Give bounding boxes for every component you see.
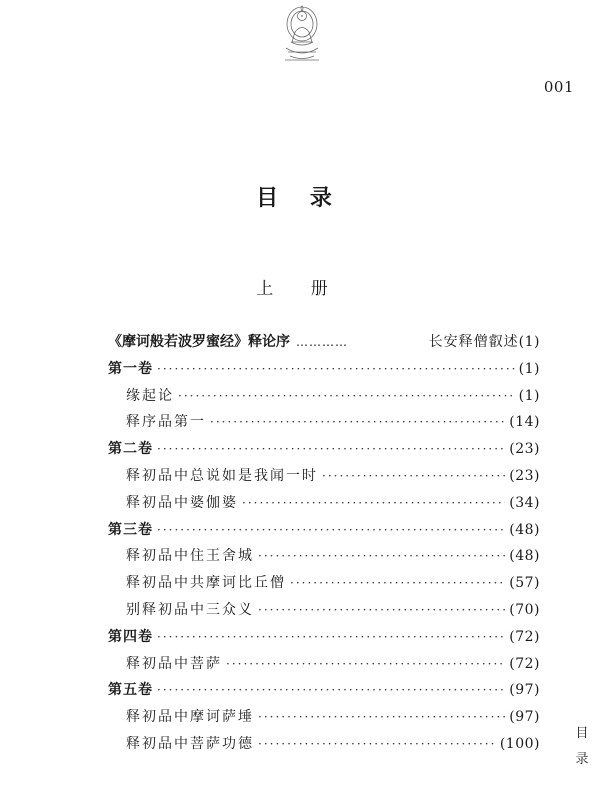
toc-section-row [108,545,540,572]
table-of-contents [108,331,540,760]
toc-entry-title: 释初品中菩萨功德 [126,735,254,752]
toc-section-row [108,492,540,519]
toc-preface-page: (1) [518,334,540,350]
toc-dot-leader [157,442,505,456]
buddha-emblem-icon [277,2,327,64]
toc-dot-leader [226,657,505,671]
toc-section-row [108,465,540,492]
toc-preface-row [108,331,540,358]
toc-entry-title: 缘起论 [126,387,174,404]
toc-entry-title: 第四卷 [108,628,153,645]
toc-section-row [108,653,540,680]
toc-entry-title: 第五卷 [108,682,153,699]
toc-entry-title: 释初品中菩萨 [126,655,222,672]
toc-dot-leader [210,415,505,429]
toc-dot-leader [290,576,505,590]
side-section-label [575,721,589,773]
toc-dot-leader [157,362,515,376]
toc-entry-page: (1) [518,360,540,377]
toc-section-row [108,572,540,599]
side-label-text: 目录 [575,726,589,767]
toc-entry-page: (23) [509,441,540,458]
toc-chapter-row [108,438,540,465]
toc-entry-page: (48) [509,521,540,538]
toc-dot-leader [178,389,515,403]
toc-entry-title: 第二卷 [108,441,153,458]
toc-preface-author: 长安释僧叡述 [428,334,519,350]
toc-entry-page: (34) [509,494,540,511]
toc-entry-page: (72) [509,655,540,672]
toc-entry-title: 释初品中婆伽婆 [126,494,238,511]
toc-section-row [108,411,540,438]
toc-entry-page: (14) [509,414,540,431]
toc-section-row [108,733,540,760]
toc-entry-page: (57) [509,575,540,592]
toc-entry-page: (97) [509,709,540,726]
toc-entry-title: 释初品中摩诃萨埵 [126,709,254,726]
toc-dot-leader [157,523,505,537]
toc-section-row [108,706,540,733]
toc-entry-title: 释初品中住王舍城 [126,548,254,565]
toc-entry-page: (1) [518,387,540,404]
toc-entry-title: 释序品第一 [126,414,206,431]
toc-preface-title: 《摩诃般若波罗蜜经》释论序 [108,334,290,350]
toc-section-row [108,599,540,626]
toc-chapter-row [108,679,540,706]
toc-entry-title: 别释初品中三众义 [126,601,254,618]
page-number: 001 [543,78,574,96]
toc-chapter-row [108,519,540,546]
toc-dot-leader [322,469,505,483]
toc-dot-leader [258,737,496,751]
toc-entry-page: (100) [499,735,540,752]
toc-entry-page: (70) [509,601,540,618]
toc-entry-page: (97) [509,682,540,699]
toc-dot-leader [157,683,505,697]
toc-chapter-row [108,626,540,653]
toc-entry-title: 第三卷 [108,521,153,538]
toc-entry-page: (72) [509,628,540,645]
toc-dot-leader [157,630,505,644]
toc-section-row [108,385,540,412]
toc-entry-title: 释初品中总说如是我闻一时 [126,467,318,484]
volume-heading: 上 册 [256,279,344,299]
toc-dot-leader [258,603,505,617]
toc-entry-title: 释初品中共摩诃比丘僧 [126,575,286,592]
toc-preface-leader: ………… [296,335,348,349]
toc-entry-page: (23) [509,467,540,484]
toc-dot-leader [258,710,505,724]
page-title: 目 录 [256,185,344,211]
toc-entry-page: (48) [509,548,540,565]
toc-chapter-row [108,358,540,385]
toc-dot-leader [242,496,505,510]
toc-entry-title: 第一卷 [108,360,153,377]
toc-dot-leader [258,549,505,563]
